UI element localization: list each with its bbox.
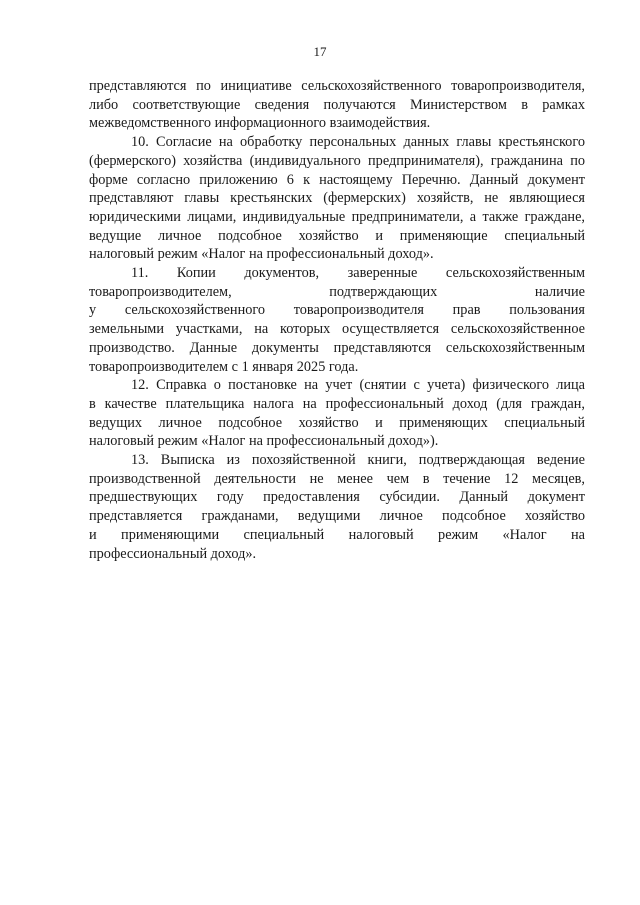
text-line: у сельскохозяйственного товаропроизводителя прав пользования	[89, 302, 585, 319]
text-line: 10. Согласие на обработку персональных данных главы крестьянского	[131, 134, 585, 151]
text-line: товаропроизводителем, подтверждающих наличие	[89, 283, 585, 300]
document-body	[89, 77, 585, 563]
paragraph-11	[89, 264, 585, 376]
text-line: (фермерского) хозяйства (индивидуального предпринимателя), гражданина по	[89, 152, 585, 169]
text-line: земельными участками, на которых осуществляется сельскохозяйственное	[89, 321, 585, 338]
text-line: межведомственного информационного взаимодействия.	[89, 115, 431, 132]
paragraph-13	[89, 451, 585, 563]
text-line: форме согласно приложению 6 к настоящему Перечню. Данный документ	[89, 171, 585, 188]
text-line: профессиональный доход».	[89, 545, 257, 562]
text-line: налоговый режим «Налог на профессиональный доход».	[89, 246, 434, 263]
text-line: либо соответствующие сведения получаются Министерством в рамках	[89, 96, 585, 113]
text-line: товаропроизводителем с 1 января 2025 года.	[89, 358, 359, 375]
paragraph-12	[89, 376, 585, 451]
paragraph-continuation	[89, 77, 585, 133]
text-line: производство. Данные документы представляются сельскохозяйственным	[89, 339, 585, 356]
paragraph-10	[89, 133, 585, 264]
text-line: представляются по инициативе сельскохозяйственного товаропроизводителя,	[89, 78, 585, 94]
text-line: ведущие личное подсобное хозяйство и применяющие специальный	[89, 227, 585, 244]
text-line: предшествующих году предоставления субсидии. Данный документ	[89, 489, 585, 506]
text-line: юридическими лицами, индивидуальные предприниматели, а также граждане,	[89, 208, 585, 225]
text-line: производственной деятельности не менее чем в течение 12 месяцев,	[89, 470, 585, 487]
text-line: представляют главы крестьянских (фермерских) хозяйств, не являющиеся	[89, 190, 585, 207]
text-line: 12. Справка о постановке на учет (снятии с учета) физического лица	[131, 377, 585, 394]
text-line: 13. Выписка из похозяйственной книги, подтверждающая ведение	[131, 452, 585, 469]
text-line: налоговый режим «Налог на профессиональный доход»).	[89, 433, 439, 450]
text-line: представляется гражданами, ведущими личное подсобное хозяйство	[89, 508, 585, 525]
text-line: 11. Копии документов, заверенные сельскохозяйственным	[131, 265, 585, 282]
page-number: 17	[313, 44, 327, 59]
text-line: в качестве плательщика налога на профессиональный доход (для граждан,	[89, 395, 585, 412]
text-line: и применяющими специальный налоговый режим «Налог на	[89, 526, 585, 543]
text-line: ведущих личное подсобное хозяйство и применяющих специальный	[89, 414, 585, 431]
